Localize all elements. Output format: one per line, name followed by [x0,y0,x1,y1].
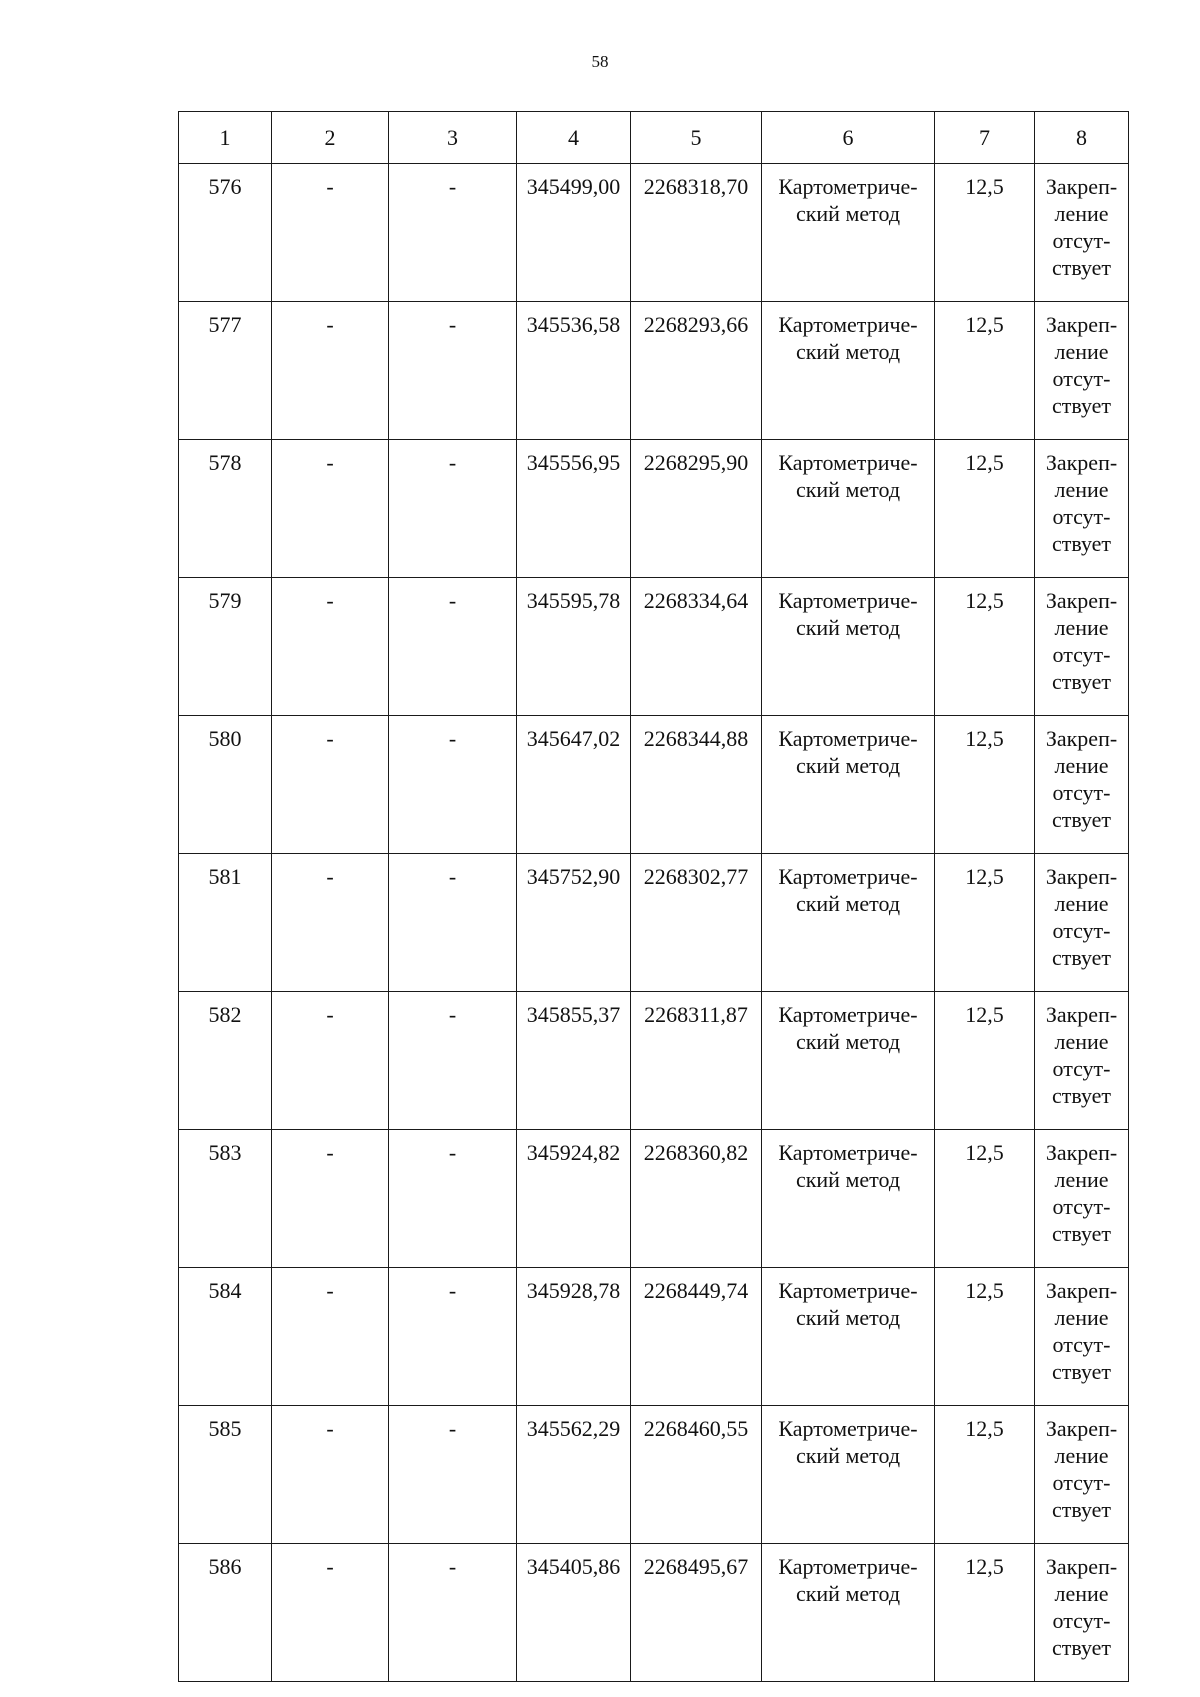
method-cell [762,578,935,716]
column-header-7: 7 [935,112,1035,164]
method-text-line: ский метод [795,891,901,916]
point-number-cell: 576 [179,164,272,302]
method-text-line: Картометриче- [778,174,918,199]
y-coordinate-cell: 2268449,74 [631,1268,762,1406]
method-cell [762,1130,935,1268]
method-text-line: Картометриче- [778,1140,918,1165]
table-row [179,302,1129,440]
method-text-line: ский метод [795,753,901,778]
fixing-text-line: ствует [1051,1221,1112,1246]
accuracy-cell: 12,5 [935,1268,1035,1406]
fixing-cell [1035,1268,1129,1406]
fixing-cell [1035,1544,1129,1682]
y-coordinate-cell: 2268302,77 [631,854,762,992]
fixing-text-line: ствует [1051,393,1112,418]
fixing-text-line: Закреп- [1045,1002,1118,1027]
y-coordinate-cell: 2268495,67 [631,1544,762,1682]
accuracy-cell: 12,5 [935,578,1035,716]
fixing-text-line: отсут- [1052,1194,1111,1219]
y-coordinate-cell: 2268293,66 [631,302,762,440]
fixing-text-line: отсут- [1052,366,1111,391]
fixing-text-line: ление [1054,477,1109,502]
fixing-cell [1035,578,1129,716]
fixing-text-line: Закреп- [1045,588,1118,613]
accuracy-cell: 12,5 [935,1130,1035,1268]
column-3-cell: - [389,302,517,440]
method-cell [762,440,935,578]
column-2-cell: - [272,1406,389,1544]
column-3-cell: - [389,578,517,716]
column-2-cell: - [272,578,389,716]
fixing-text-line: ление [1054,1581,1109,1606]
method-text-line: ский метод [795,1581,901,1606]
fixing-text-line: Закреп- [1045,174,1118,199]
fixing-text-line: ствует [1051,1635,1112,1660]
accuracy-cell: 12,5 [935,440,1035,578]
fixing-text-line: Закреп- [1045,1554,1118,1579]
x-coordinate-cell: 345595,78 [517,578,631,716]
accuracy-cell: 12,5 [935,1406,1035,1544]
fixing-cell [1035,1406,1129,1544]
point-number-cell: 584 [179,1268,272,1406]
fixing-text-line: Закреп- [1045,1416,1118,1441]
method-text-line: Картометриче- [778,1278,918,1303]
accuracy-cell: 12,5 [935,164,1035,302]
method-text-line: Картометриче- [778,1416,918,1441]
accuracy-cell: 12,5 [935,302,1035,440]
x-coordinate-cell: 345855,37 [517,992,631,1130]
point-number-cell: 578 [179,440,272,578]
x-coordinate-cell: 345924,82 [517,1130,631,1268]
method-cell [762,1268,935,1406]
fixing-cell [1035,302,1129,440]
column-header-4: 4 [517,112,631,164]
point-number-cell: 583 [179,1130,272,1268]
method-text-line: ский метод [795,1167,901,1192]
column-3-cell: - [389,1544,517,1682]
y-coordinate-cell: 2268344,88 [631,716,762,854]
fixing-text-line: ление [1054,753,1109,778]
method-cell [762,854,935,992]
column-2-cell: - [272,716,389,854]
column-3-cell: - [389,1406,517,1544]
fixing-text-line: отсут- [1052,918,1111,943]
fixing-text-line: отсут- [1052,780,1111,805]
point-number-cell: 581 [179,854,272,992]
fixing-text-line: ление [1054,615,1109,640]
fixing-text-line: Закреп- [1045,312,1118,337]
point-number-cell: 586 [179,1544,272,1682]
column-2-cell: - [272,1268,389,1406]
fixing-text-line: ление [1054,1305,1109,1330]
table-row [179,164,1129,302]
fixing-text-line: отсут- [1052,504,1111,529]
fixing-text-line: ствует [1051,255,1112,280]
y-coordinate-cell: 2268460,55 [631,1406,762,1544]
method-text-line: ский метод [795,1029,901,1054]
fixing-text-line: ление [1054,1029,1109,1054]
method-cell [762,302,935,440]
column-2-cell: - [272,164,389,302]
point-number-cell: 577 [179,302,272,440]
x-coordinate-cell: 345752,90 [517,854,631,992]
fixing-text-line: отсут- [1052,1608,1111,1633]
method-text-line: ский метод [795,201,901,226]
fixing-text-line: ствует [1051,1083,1112,1108]
fixing-text-line: Закреп- [1045,1278,1118,1303]
method-text-line: Картометриче- [778,1002,918,1027]
y-coordinate-cell: 2268360,82 [631,1130,762,1268]
method-cell [762,1544,935,1682]
table-row [179,1406,1129,1544]
fixing-text-line: Закреп- [1045,450,1118,475]
accuracy-cell: 12,5 [935,1544,1035,1682]
column-2-cell: - [272,1544,389,1682]
x-coordinate-cell: 345928,78 [517,1268,631,1406]
column-3-cell: - [389,1268,517,1406]
fixing-text-line: отсут- [1052,1056,1111,1081]
fixing-text-line: ствует [1051,669,1112,694]
x-coordinate-cell: 345556,95 [517,440,631,578]
fixing-text-line: отсут- [1052,228,1111,253]
fixing-text-line: Закреп- [1045,864,1118,889]
point-number-cell: 579 [179,578,272,716]
fixing-text-line: ствует [1051,1497,1112,1522]
fixing-cell [1035,440,1129,578]
method-cell [762,716,935,854]
point-number-cell: 582 [179,992,272,1130]
table-row [179,992,1129,1130]
column-header-2: 2 [272,112,389,164]
header-row [179,112,1129,164]
column-header-1: 1 [179,112,272,164]
method-text-line: ский метод [795,1443,901,1468]
y-coordinate-cell: 2268311,87 [631,992,762,1130]
column-3-cell: - [389,854,517,992]
point-number-cell: 585 [179,1406,272,1544]
table-row [179,440,1129,578]
method-text-line: ский метод [795,1305,901,1330]
column-header-3: 3 [389,112,517,164]
fixing-cell [1035,854,1129,992]
column-2-cell: - [272,854,389,992]
fixing-text-line: отсут- [1052,642,1111,667]
x-coordinate-cell: 345536,58 [517,302,631,440]
fixing-text-line: Закреп- [1045,1140,1118,1165]
column-header-8: 8 [1035,112,1129,164]
fixing-text-line: отсут- [1052,1470,1111,1495]
accuracy-cell: 12,5 [935,854,1035,992]
fixing-text-line: ствует [1051,945,1112,970]
point-number-cell: 580 [179,716,272,854]
method-text-line: Картометриче- [778,726,918,751]
fixing-text-line: ствует [1051,807,1112,832]
method-text-line: ский метод [795,615,901,640]
column-3-cell: - [389,716,517,854]
table-row [179,716,1129,854]
table-row [179,1544,1129,1682]
coordinates-table [178,111,1129,1682]
column-2-cell: - [272,1130,389,1268]
column-2-cell: - [272,302,389,440]
method-text-line: Картометриче- [778,588,918,613]
table-row [179,578,1129,716]
y-coordinate-cell: 2268295,90 [631,440,762,578]
fixing-text-line: ление [1054,201,1109,226]
fixing-text-line: ствует [1051,1359,1112,1384]
method-cell [762,164,935,302]
column-header-6: 6 [762,112,935,164]
y-coordinate-cell: 2268318,70 [631,164,762,302]
fixing-cell [1035,992,1129,1130]
method-cell [762,992,935,1130]
fixing-cell [1035,164,1129,302]
column-2-cell: - [272,992,389,1130]
x-coordinate-cell: 345562,29 [517,1406,631,1544]
fixing-text-line: отсут- [1052,1332,1111,1357]
method-text-line: ский метод [795,477,901,502]
method-text-line: Картометриче- [778,450,918,475]
table-body [179,164,1129,1682]
column-3-cell: - [389,992,517,1130]
fixing-text-line: ление [1054,891,1109,916]
column-3-cell: - [389,1130,517,1268]
fixing-text-line: ление [1054,1167,1109,1192]
page-number: 58 [591,52,609,71]
fixing-text-line: ление [1054,339,1109,364]
accuracy-cell: 12,5 [935,716,1035,854]
x-coordinate-cell: 345647,02 [517,716,631,854]
method-text-line: Картометриче- [778,1554,918,1579]
fixing-text-line: ление [1054,1443,1109,1468]
method-text-line: Картометриче- [778,312,918,337]
method-text-line: Картометриче- [778,864,918,889]
method-text-line: ский метод [795,339,901,364]
accuracy-cell: 12,5 [935,992,1035,1130]
fixing-cell [1035,716,1129,854]
table-row [179,1130,1129,1268]
y-coordinate-cell: 2268334,64 [631,578,762,716]
fixing-cell [1035,1130,1129,1268]
column-header-5: 5 [631,112,762,164]
fixing-text-line: ствует [1051,531,1112,556]
x-coordinate-cell: 345405,86 [517,1544,631,1682]
table-row [179,1268,1129,1406]
table-row [179,854,1129,992]
column-2-cell: - [272,440,389,578]
fixing-text-line: Закреп- [1045,726,1118,751]
column-3-cell: - [389,440,517,578]
x-coordinate-cell: 345499,00 [517,164,631,302]
method-cell [762,1406,935,1544]
column-3-cell: - [389,164,517,302]
